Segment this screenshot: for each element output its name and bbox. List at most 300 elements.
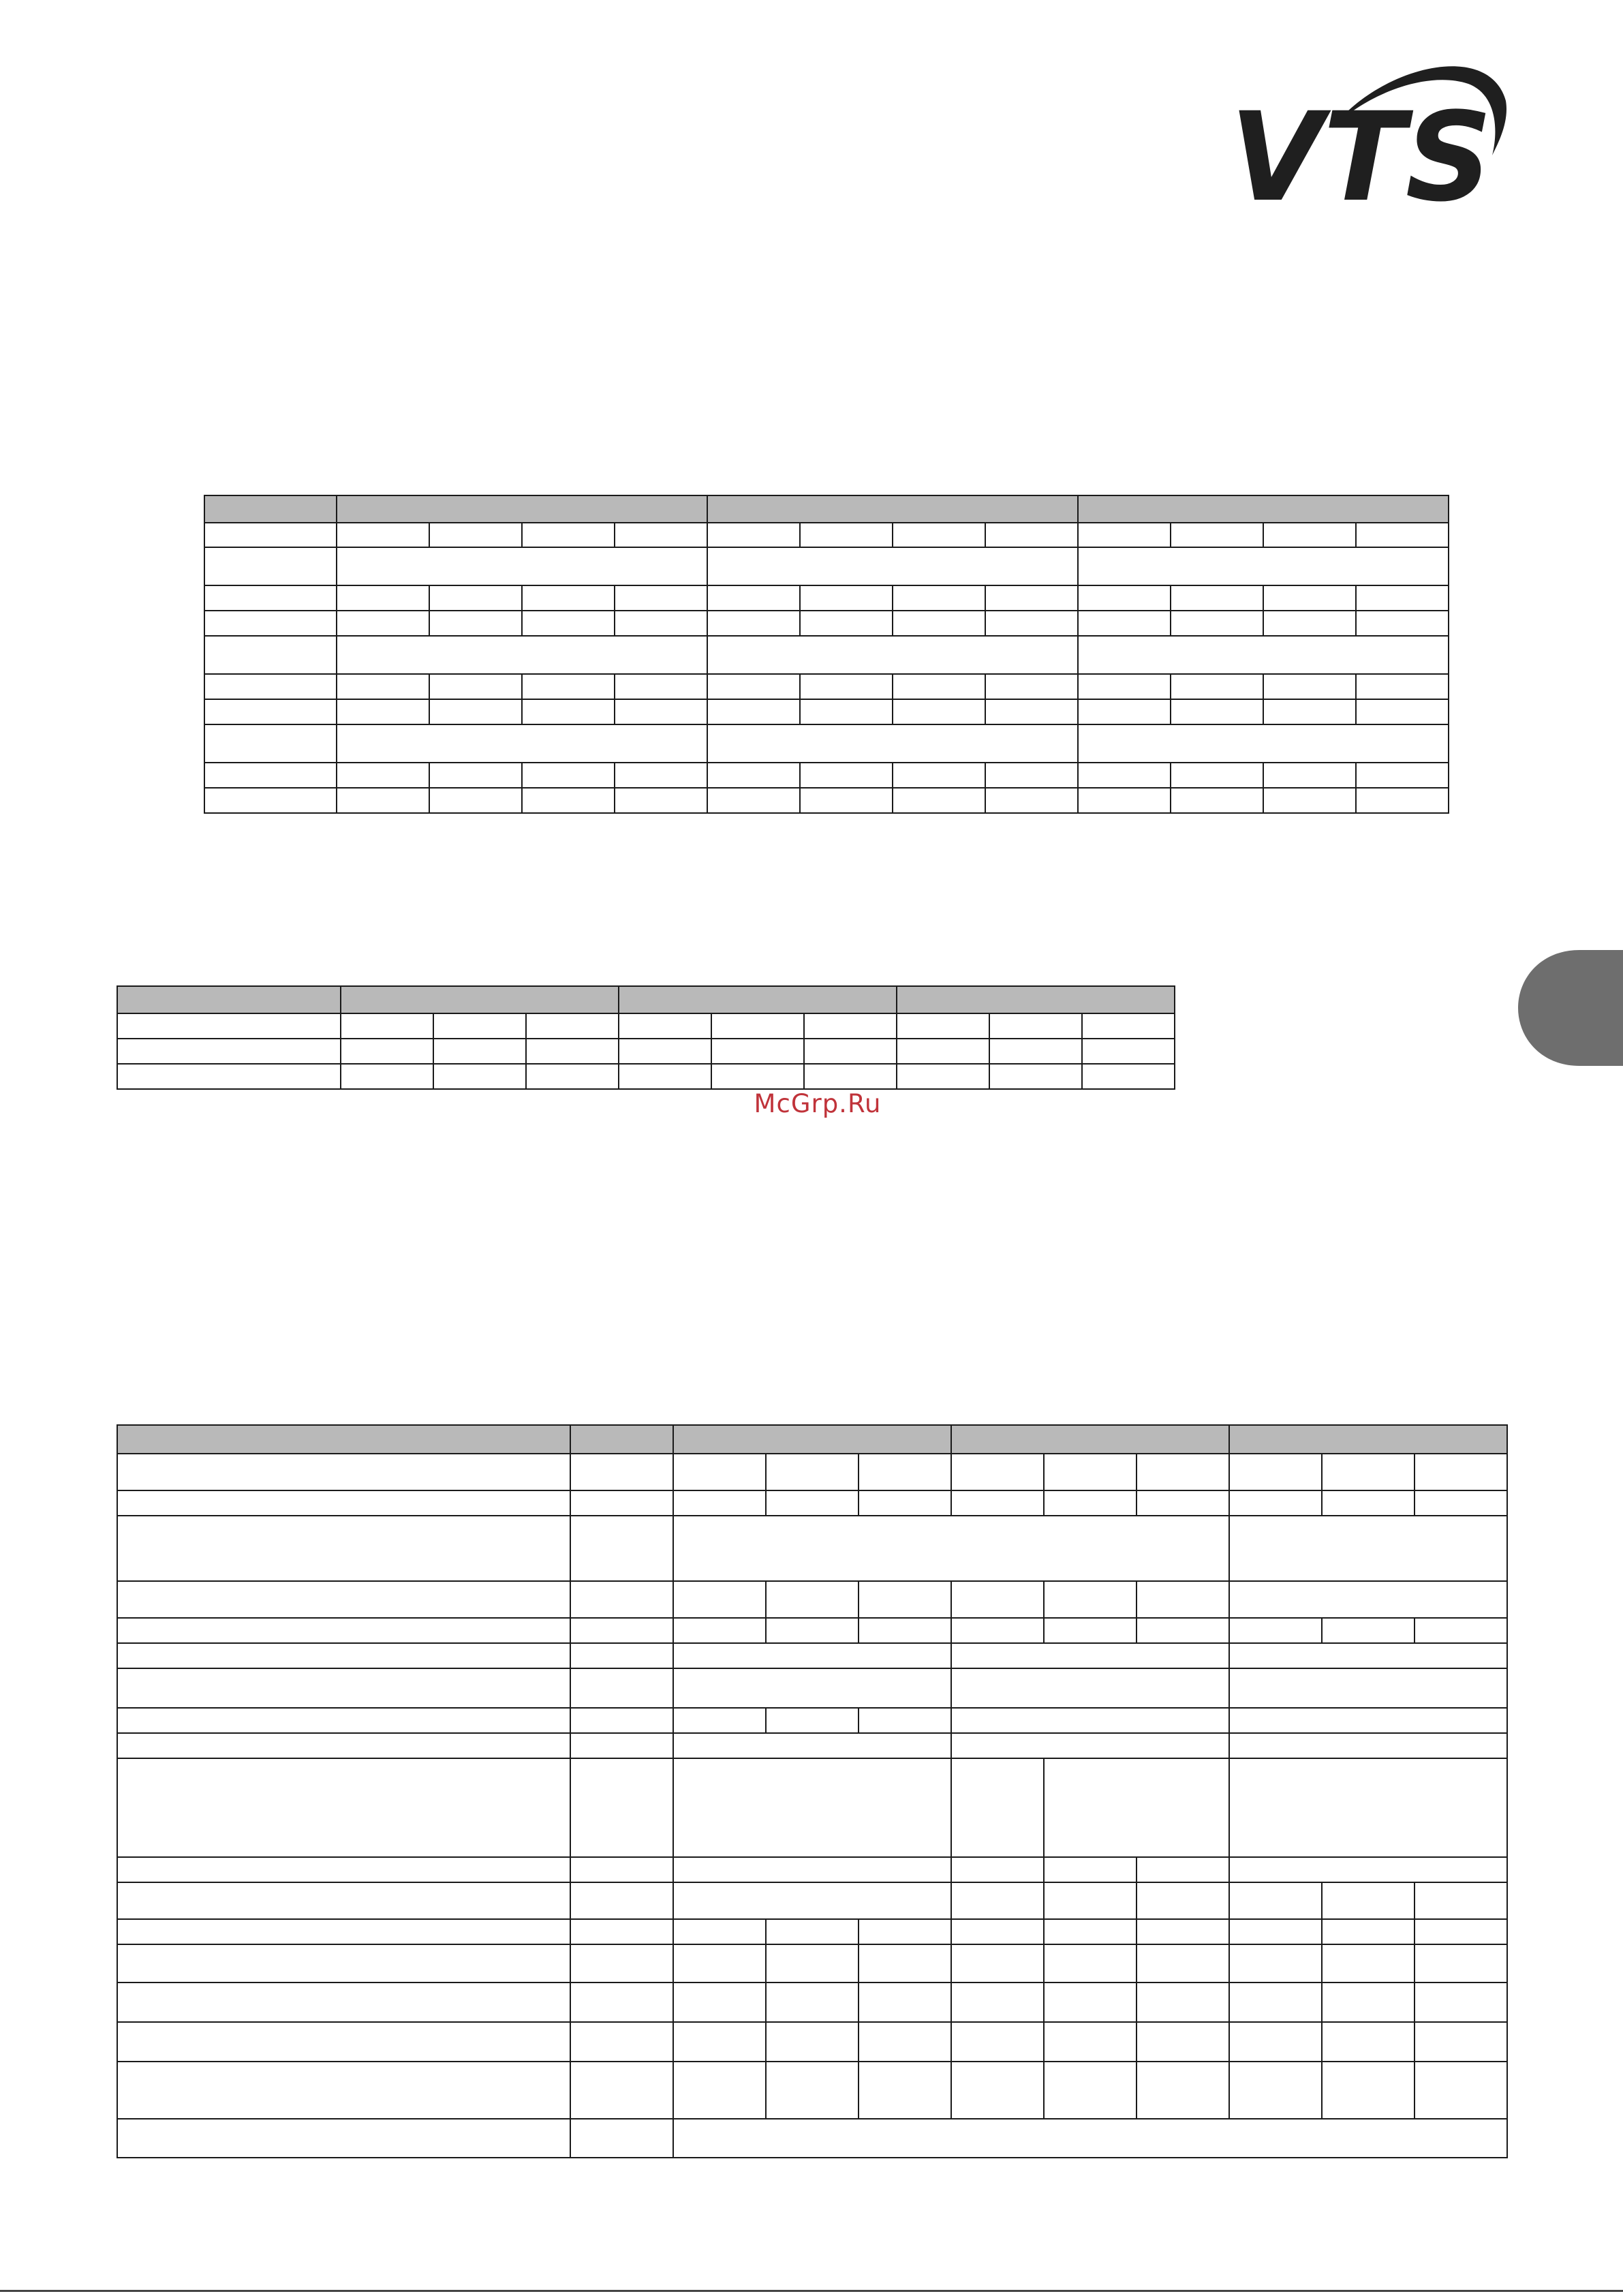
table-cell [117,986,341,1013]
table-cell [570,1708,673,1733]
table-cell [1171,523,1263,547]
table-cell [859,1581,951,1618]
table-cell [117,1643,570,1668]
table-cell [1044,2022,1137,2062]
table-cell [897,1064,989,1089]
table-cell [1044,1919,1137,1944]
table-cell [707,699,800,724]
table-cell [1171,788,1263,813]
table-header-row [117,1425,1507,1454]
table-cell [1078,611,1171,636]
table-row [117,1581,1507,1618]
table-cell [615,611,707,636]
table-row [117,2062,1507,2119]
table-cell [707,611,800,636]
table-cell [859,1983,951,2022]
table-cell [1229,1618,1322,1643]
table-cell [1078,788,1171,813]
table-row [117,1919,1507,1944]
table-cell [1137,1944,1229,1983]
table-cell [570,1618,673,1643]
table-cell [951,2022,1044,2062]
table-cell [989,1039,1082,1064]
table-cell [341,986,619,1013]
table-cell [522,674,615,699]
table-cell [951,1454,1044,1490]
table-cell [1229,1733,1507,1758]
table-cell [1263,523,1356,547]
table-cell [1415,2062,1507,2119]
table-cell [985,788,1078,813]
table-cell [1322,1490,1415,1516]
table-cell [1322,1919,1415,1944]
table-cell [570,1516,673,1581]
table-cell [1263,611,1356,636]
table-cell [707,523,800,547]
table-cell [673,2022,766,2062]
table-header-row [204,495,1449,523]
table-cell [570,1581,673,1618]
table-cell [1415,1882,1507,1919]
table-cell [429,788,522,813]
table-cell [766,1708,859,1733]
table-cell [766,1618,859,1643]
table-row [117,1882,1507,1919]
table-cell [1322,1983,1415,2022]
table-cell [1229,1919,1322,1944]
table-cell [337,763,429,788]
table-cell [337,495,707,523]
table-cell [1263,788,1356,813]
table-cell [1229,1882,1322,1919]
table-cell [433,1039,526,1064]
table-cell [1229,1758,1507,1857]
table-cell [522,788,615,813]
table-cell [619,986,897,1013]
table-cell [429,611,522,636]
table-cell [859,1618,951,1643]
table-cell [1078,636,1449,674]
table-cell [1322,2062,1415,2119]
table-cell [1356,763,1449,788]
table-cell [1322,1618,1415,1643]
table-cell [1044,2062,1137,2119]
table-cell [673,1882,951,1919]
table-cell [117,1919,570,1944]
table-cell [522,699,615,724]
table-cell [1078,674,1171,699]
table-cell [204,788,337,813]
table-cell [1137,2022,1229,2062]
table-cell [673,1490,766,1516]
table-row [117,1944,1507,1983]
table-cell [117,1733,570,1758]
table-cell [1263,699,1356,724]
table-cell [673,1708,766,1733]
table-row [204,674,1449,699]
table-cell [1044,1857,1137,1882]
table-cell [117,1064,341,1089]
table-cell [951,1490,1044,1516]
table-cell [893,674,985,699]
table-cell [1171,699,1263,724]
table-cell [619,1064,711,1089]
table-cell [951,1983,1044,2022]
table-cell [1229,1668,1507,1708]
table-cell [619,1013,711,1039]
table-cell [951,1581,1044,1618]
table-cell [341,1013,433,1039]
table-row [117,1857,1507,1882]
table-row [117,1733,1507,1758]
table-cell [1078,523,1171,547]
table-cell [117,1454,570,1490]
table-cell [951,1919,1044,1944]
table-cell [570,2022,673,2062]
table-cell [117,1857,570,1882]
table-cell [989,1013,1082,1039]
table-cell [1229,1643,1507,1668]
table-cell [204,724,337,763]
table-cell [859,2022,951,2062]
table-row [204,636,1449,674]
table-cell [1171,763,1263,788]
table-cell [951,2062,1044,2119]
vts-logo [1230,53,1516,217]
table-row [117,1708,1507,1733]
table-cell [1044,1618,1137,1643]
table-cell [985,699,1078,724]
table-cell [1356,585,1449,611]
table-cell [859,1454,951,1490]
table-row [117,1516,1507,1581]
table-row [117,1983,1507,2022]
table-row [204,724,1449,763]
table-cell [859,1490,951,1516]
table-cell [707,724,1078,763]
table-cell [1229,1983,1322,2022]
table-cell [1415,1919,1507,1944]
table-cell [570,1758,673,1857]
table-row [117,1758,1507,1857]
table-cell [673,1618,766,1643]
table-cell [1229,1857,1507,1882]
table-cell [804,1013,897,1039]
table-cell [615,699,707,724]
table-cell [766,1454,859,1490]
table-cell [985,763,1078,788]
table-cell [766,2062,859,2119]
table-cell [522,611,615,636]
table-cell [1322,1454,1415,1490]
table-header-row [117,986,1175,1013]
table-cell [707,547,1078,585]
table-cell [800,674,893,699]
table-cell [117,1425,570,1454]
table-row [117,1039,1175,1064]
table-cell [707,585,800,611]
table-cell [337,585,429,611]
table-cell [1137,1490,1229,1516]
table-cell [615,585,707,611]
table-cell [570,1983,673,2022]
table-cell [1137,1919,1229,1944]
table-cell [1322,1882,1415,1919]
table-cell [673,1919,766,1944]
table-cell [117,1668,570,1708]
table-cell [985,674,1078,699]
table-cell [117,1490,570,1516]
table-cell [117,2022,570,2062]
table-cell [526,1064,619,1089]
table-cell [429,699,522,724]
table-cell [1356,523,1449,547]
table-cell [1415,2022,1507,2062]
table-row [117,1013,1175,1039]
table-cell [337,674,429,699]
table-cell [117,1983,570,2022]
table-cell [570,2119,673,2158]
table-cell [117,1013,341,1039]
table-cell [337,724,707,763]
table-cell [766,1983,859,2022]
data-table-2 [117,985,1175,1090]
table-cell [951,1733,1229,1758]
table-cell [766,1581,859,1618]
table-cell [766,2022,859,2062]
table-cell [1044,1882,1137,1919]
table-cell [341,1039,433,1064]
table-cell [1415,1454,1507,1490]
table-cell [673,1581,766,1618]
table-cell [673,1643,951,1668]
table-cell [804,1039,897,1064]
table-cell [1044,1490,1137,1516]
table-cell [893,585,985,611]
table-cell [951,1425,1229,1454]
table-cell [117,1708,570,1733]
table-cell [117,1618,570,1643]
table-cell [1356,674,1449,699]
table-cell [1078,585,1171,611]
table-cell [1044,1758,1229,1857]
table-cell [1078,495,1449,523]
table-cell [673,2062,766,2119]
table-cell [570,1454,673,1490]
table-cell [522,585,615,611]
table-row [117,2119,1507,2158]
table-cell [1044,1454,1137,1490]
table-cell [707,674,800,699]
table-cell [1078,724,1449,763]
table-row [204,585,1449,611]
table-cell [429,674,522,699]
table-cell [1171,611,1263,636]
data-table-1 [204,495,1449,814]
watermark-text: McGrp.Ru [754,1089,882,1118]
table-row [117,1643,1507,1668]
table-cell [204,611,337,636]
table-cell [204,523,337,547]
table-cell [1263,585,1356,611]
table-cell [570,1668,673,1708]
table-cell [526,1039,619,1064]
table-cell [1356,699,1449,724]
section-tab [1518,950,1623,1066]
table-cell [1322,2022,1415,2062]
table-cell [1415,1490,1507,1516]
table-row [117,2022,1507,2062]
table-cell [522,523,615,547]
table-cell [570,1425,673,1454]
table-cell [951,1857,1044,1882]
table-cell [985,585,1078,611]
table-cell [117,1882,570,1919]
table-cell [711,1039,804,1064]
table-row [117,1490,1507,1516]
table-cell [673,1983,766,2022]
table-cell [522,763,615,788]
table-cell [615,788,707,813]
table-cell [570,1919,673,1944]
table-cell [673,1733,951,1758]
table-cell [337,523,429,547]
table-cell [204,636,337,674]
table-cell [893,523,985,547]
table-cell [204,585,337,611]
table-cell [1415,1983,1507,2022]
table-cell [1078,763,1171,788]
table-cell [951,1944,1044,1983]
table-cell [673,1425,951,1454]
table-cell [615,763,707,788]
table-cell [673,1944,766,1983]
table-cell [1229,1944,1322,1983]
table-cell [117,1944,570,1983]
table-cell [615,523,707,547]
table-cell [673,1516,1229,1581]
table-cell [615,674,707,699]
table-cell [800,788,893,813]
table-cell [117,1039,341,1064]
table-cell [985,523,1078,547]
table-cell [951,1618,1044,1643]
table-cell [337,636,707,674]
table-cell [1229,1425,1507,1454]
table-cell [985,611,1078,636]
table-cell [341,1064,433,1089]
table-row [204,699,1449,724]
table-cell [337,788,429,813]
table-cell [1263,763,1356,788]
table-cell [570,1733,673,1758]
table-cell [117,1581,570,1618]
table-cell [117,1516,570,1581]
table-row [204,547,1449,585]
table-cell [1137,1618,1229,1643]
table-cell [800,699,893,724]
table-cell [951,1643,1229,1668]
table-cell [1137,1454,1229,1490]
table-cell [1082,1013,1175,1039]
table-cell [707,495,1078,523]
table-cell [859,1944,951,1983]
table-cell [1229,2062,1322,2119]
table-row [204,788,1449,813]
table-cell [897,986,1175,1013]
table-cell [526,1013,619,1039]
table-row [117,1454,1507,1490]
table-cell [859,1919,951,1944]
table-cell [337,547,707,585]
table-cell [766,1490,859,1516]
table-cell [204,547,337,585]
table-row [117,1668,1507,1708]
table-cell [570,1944,673,1983]
table-cell [800,523,893,547]
table-cell [570,1643,673,1668]
table-cell [800,763,893,788]
table-cell [570,1490,673,1516]
table-cell [707,763,800,788]
table-row [117,1064,1175,1089]
table-row [117,1618,1507,1643]
table-cell [1356,788,1449,813]
table-cell [893,788,985,813]
table-cell [859,1708,951,1733]
table-cell [433,1064,526,1089]
table-cell [1229,2022,1322,2062]
table-cell [800,611,893,636]
table-cell [707,788,800,813]
table-cell [1356,611,1449,636]
table-cell [897,1039,989,1064]
table-cell [204,674,337,699]
table-cell [989,1064,1082,1089]
table-cell [893,611,985,636]
table-cell [429,523,522,547]
table-cell [1263,674,1356,699]
table-cell [711,1064,804,1089]
table-cell [951,1758,1044,1857]
table-cell [673,1758,951,1857]
table-cell [429,585,522,611]
table-cell [766,1944,859,1983]
table-cell [800,585,893,611]
table-cell [1415,1618,1507,1643]
table-cell [1082,1039,1175,1064]
table-cell [1044,1581,1137,1618]
table-cell [1137,1581,1229,1618]
table-cell [1229,1454,1322,1490]
table-row [204,523,1449,547]
table-cell [673,1857,951,1882]
table-cell [1229,1581,1507,1618]
table-cell [951,1882,1044,1919]
table-cell [570,2062,673,2119]
table-cell [619,1039,711,1064]
table-cell [1171,674,1263,699]
table-cell [204,699,337,724]
table-cell [433,1013,526,1039]
table-cell [673,2119,1507,2158]
table-cell [711,1013,804,1039]
table-cell [117,1758,570,1857]
table-cell [1171,585,1263,611]
table-cell [707,636,1078,674]
table-cell [1137,1857,1229,1882]
table-cell [951,1708,1229,1733]
